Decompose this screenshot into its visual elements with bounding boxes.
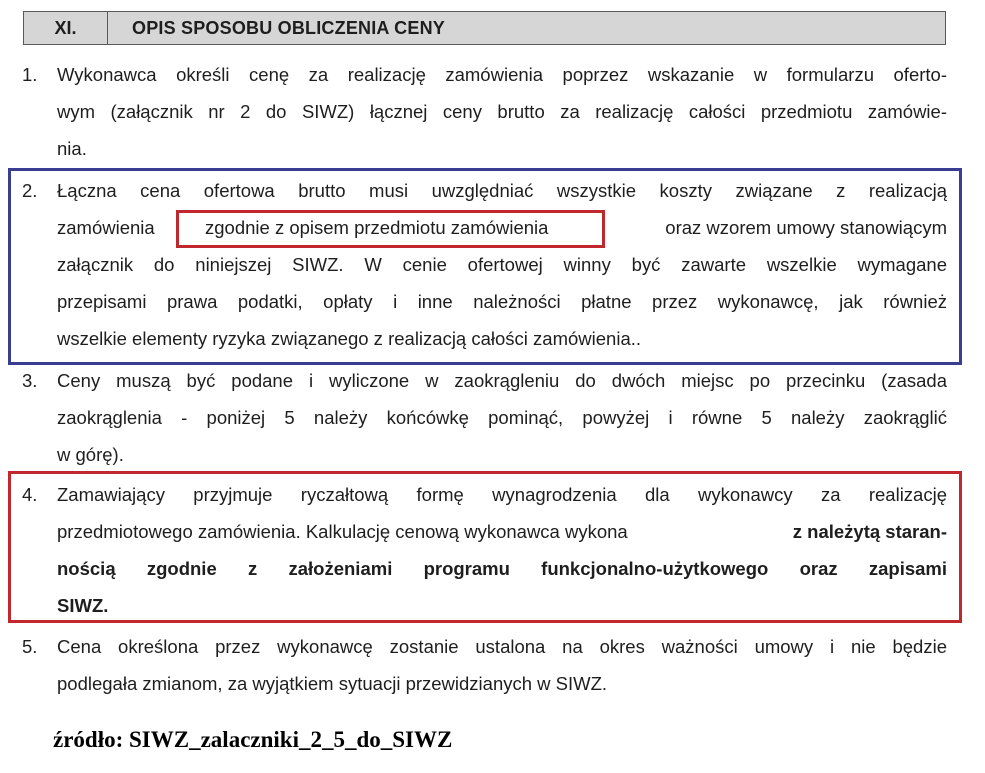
item-line: w górę).	[57, 444, 124, 465]
section-title: OPIS SPOSOBU OBLICZENIA CENY	[132, 17, 445, 38]
highlighted-phrase: zgodnie z opisem przedmiotu zamówienia	[205, 217, 549, 238]
item-number: 1.	[22, 64, 38, 85]
item-text: zamówienia	[57, 217, 155, 238]
bold-line: nością zgodnie z założeniami programu funkcjonalno-użytkowego oraz zapisami	[57, 558, 947, 579]
item-line: nia.	[57, 138, 87, 159]
item-line: zaokrąglenia - poniżej 5 należy końcówkę pominąć, powyżej i równe 5 należy zaokrąglić	[57, 407, 947, 428]
bold-phrase: z należytą staran-	[792, 521, 947, 542]
item-number: 5.	[22, 636, 38, 657]
item-line: przepisami prawa podatki, opłaty i inne należności płatne przez wykonawcę, jak również	[57, 291, 947, 312]
highlight-box-blue	[8, 168, 962, 365]
source-caption: źródło: SIWZ_zalaczniki_2_5_do_SIWZ	[53, 727, 453, 752]
item-number: 2.	[22, 180, 38, 201]
item-line: Zamawiający przyjmuje ryczałtową formę wynagrodzenia dla wykonawcy za realizację	[57, 484, 947, 505]
item-line: Wykonawca określi cenę za realizację zamówienia poprzez wskazanie w formularzu oferto-	[57, 64, 947, 85]
item-number: 4.	[22, 484, 38, 505]
item-text: oraz wzorem umowy stanowiącym	[665, 217, 947, 238]
item-line: podlegała zmianom, za wyjątkiem sytuacji przewidzianych w SIWZ.	[57, 673, 608, 694]
item-line: wym (załącznik nr 2 do SIWZ) łącznej ceny brutto za realizację całości przedmiotu zamówie-	[57, 101, 947, 122]
section-header	[23, 11, 946, 45]
item-line: Ceny muszą być podane i wyliczone w zaokrągleniu do dwóch miejsc po przecinku (zasada	[57, 370, 947, 391]
item-line: Cena określona przez wykonawcę zostanie ustalona na okres ważności umowy i nie będzie	[57, 636, 947, 657]
highlight-box-phrase	[176, 210, 605, 248]
section-number: XI.	[24, 12, 108, 44]
item-number: 3.	[22, 370, 38, 391]
highlight-box-red	[8, 471, 962, 623]
item-text: przedmiotowego zamówienia. Kalkulację cenową wykonawca wykona	[57, 521, 628, 542]
item-line: załącznik do niniejszej SIWZ. W cenie ofertowej winny być zawarte wszelkie wymagane	[57, 254, 947, 275]
item-line: wszelkie elementy ryzyka związanego z realizacją całości zamówienia..	[57, 328, 642, 349]
bold-line: SIWZ.	[57, 595, 109, 616]
item-line: Łączna cena ofertowa brutto musi uwzględniać wszystkie koszty związane z realizacją	[57, 180, 947, 201]
